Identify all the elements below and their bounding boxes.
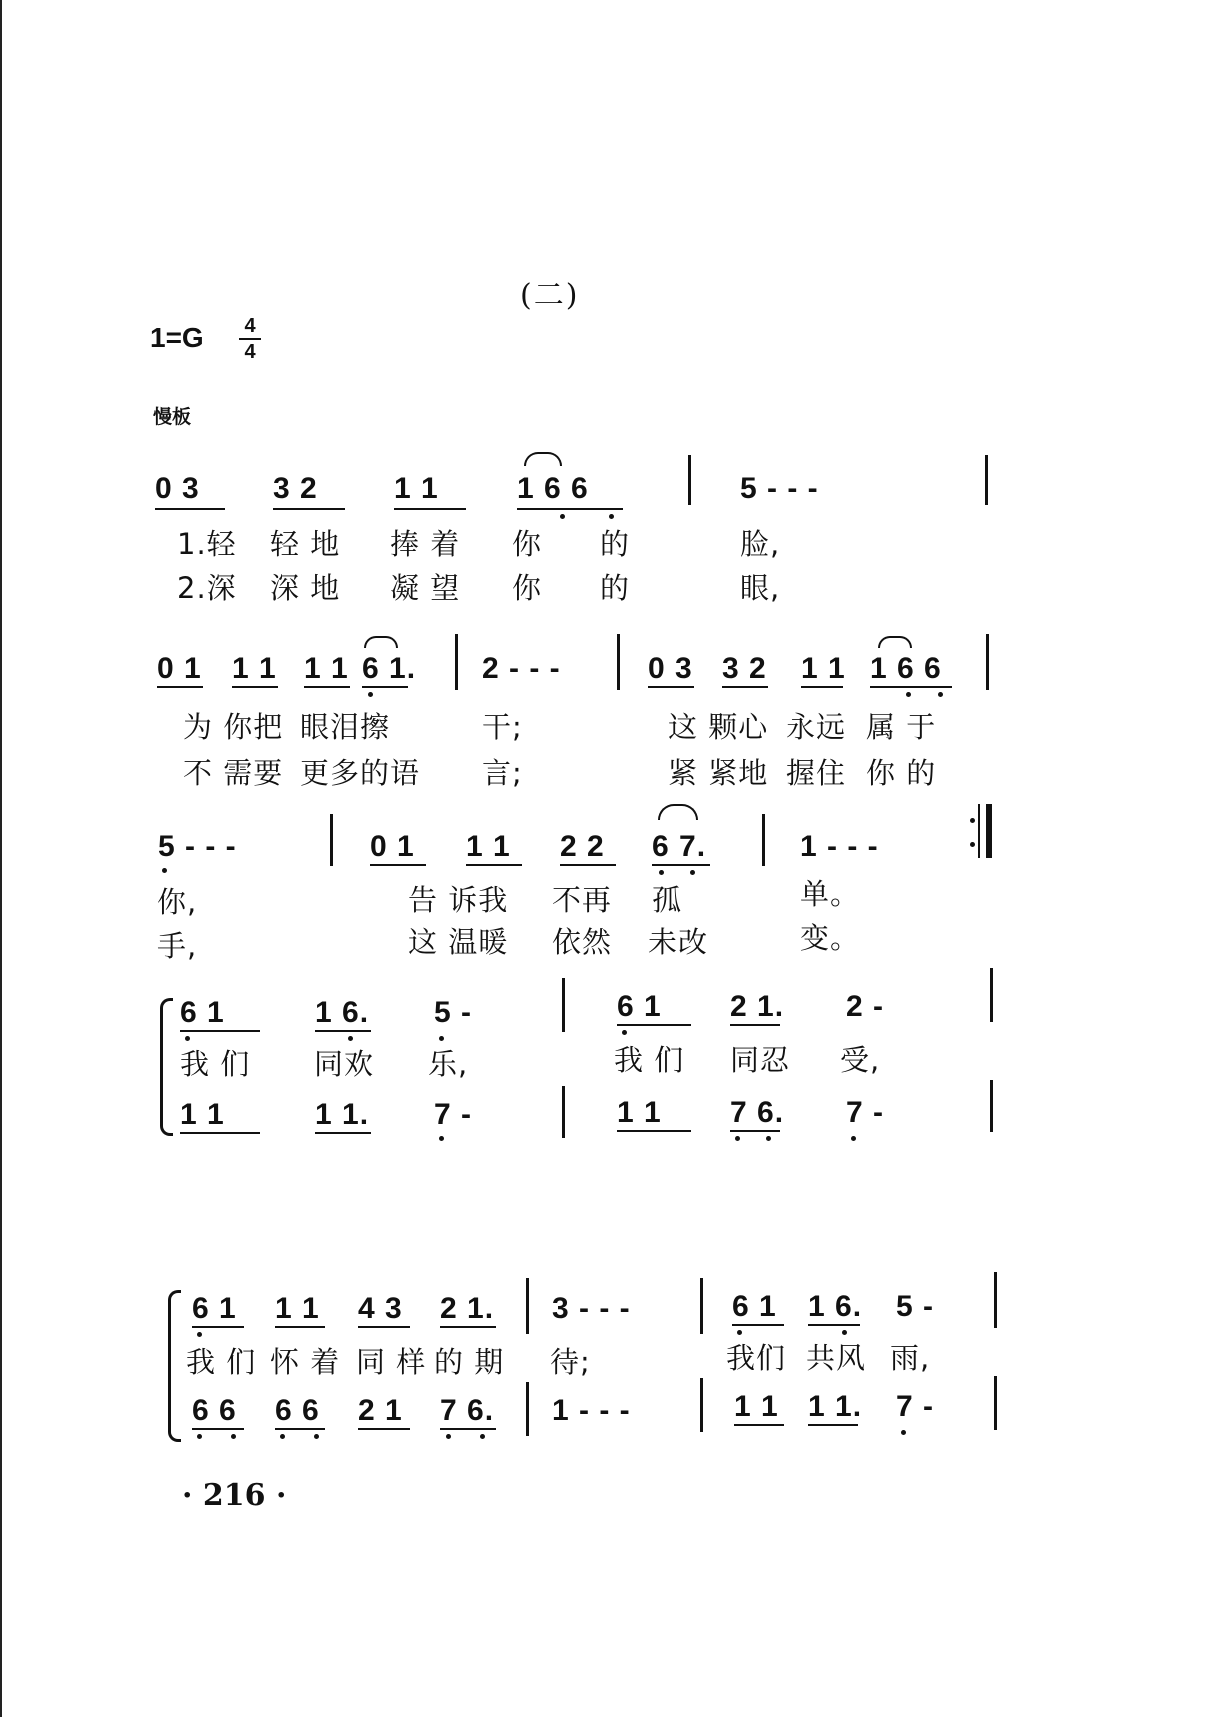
upper-note-group: 6 1 (617, 990, 662, 1023)
low-octave-dot (609, 514, 614, 519)
lower-note-group: 7 - (434, 1098, 473, 1131)
beam (370, 864, 426, 866)
lyric: 孤 (652, 883, 683, 917)
note-group: 3 2 (722, 652, 767, 685)
lyric: 未改 (648, 925, 709, 959)
note-group: 2 - - - (482, 652, 561, 685)
lyric: 同忍 (730, 1043, 791, 1077)
lyric: 凝 望 (390, 571, 461, 605)
lower-note-group: 7 - (846, 1096, 885, 1129)
upper-note-group: 1 6. (808, 1290, 863, 1323)
barline (986, 634, 989, 690)
beam (440, 1326, 496, 1328)
upper-note-group: 4 3 (358, 1292, 403, 1325)
beam (732, 1324, 784, 1326)
lower-note-group: 1 1. (315, 1098, 370, 1131)
lyric: 同 样 (356, 1345, 427, 1379)
lower-note-group: 6 6 (275, 1394, 320, 1427)
section-title: (二) (520, 278, 580, 313)
upper-note-group: 2 1. (440, 1292, 495, 1325)
note-group: 1 6 6 (870, 652, 942, 685)
tempo-marking: 慢板 (153, 406, 192, 428)
lower-note-group: 7 - (896, 1390, 935, 1423)
lower-note-group: 7 6. (440, 1394, 495, 1427)
barline (562, 1086, 565, 1138)
note-group: 0 3 (155, 472, 200, 505)
barline (985, 455, 988, 505)
beam (734, 1424, 784, 1426)
lyric: 2.深 (177, 571, 237, 605)
barline (994, 1376, 997, 1430)
lyric: 你 (512, 527, 543, 561)
lyric: 深 地 (270, 571, 341, 605)
note-group: 1 6 6 (517, 472, 589, 505)
low-octave-dot (766, 1136, 771, 1141)
lyric: 为 你把 (183, 710, 284, 744)
beam (358, 1428, 410, 1430)
low-octave-dot (197, 1332, 202, 1337)
lyric: 你, (157, 885, 198, 919)
beam (394, 508, 466, 510)
lyric: 的 期 (434, 1345, 505, 1379)
low-octave-dot (906, 692, 911, 697)
lyric: 你 (512, 571, 543, 605)
barline (526, 1278, 529, 1334)
note-group: 5 - - - (158, 830, 237, 863)
lower-note-group: 7 6. (730, 1096, 785, 1129)
lyric: 更多的语 (300, 756, 421, 790)
low-octave-dot (439, 1036, 444, 1041)
beam (180, 1132, 260, 1134)
barline (526, 1382, 529, 1436)
lyric: 雨, (890, 1341, 931, 1375)
lyric: 你 的 (866, 756, 937, 790)
lower-note-group: 1 1 (617, 1096, 662, 1129)
beam (808, 1424, 858, 1426)
lyric: 眼泪擦 (300, 710, 391, 744)
beam (801, 686, 843, 688)
low-octave-dot (480, 1434, 485, 1439)
beam (648, 686, 694, 688)
lyric: 眼, (740, 571, 781, 605)
upper-note-group: 6 1 (192, 1292, 237, 1325)
lyric: 永远 (786, 710, 847, 744)
page-edge (0, 0, 2, 1717)
lyric: 轻 地 (270, 527, 341, 561)
low-octave-dot (348, 1036, 353, 1041)
low-octave-dot (842, 1330, 847, 1335)
upper-note-group: 2 1. (730, 990, 785, 1023)
beam (730, 1130, 780, 1132)
lyric: 这 颗心 (668, 710, 769, 744)
lyric: 捧 着 (390, 527, 461, 561)
lyric: 干; (482, 710, 523, 744)
beam (192, 1428, 244, 1430)
barline (455, 634, 458, 690)
lower-note-group: 2 1 (358, 1394, 403, 1427)
low-octave-dot (659, 870, 664, 875)
lyric: 属 于 (866, 710, 937, 744)
beam (273, 508, 345, 510)
low-octave-dot (231, 1434, 236, 1439)
barline (330, 814, 333, 866)
low-octave-dot (197, 1434, 202, 1439)
lyric: 我 们 (180, 1047, 251, 1081)
lyric: 这 温暖 (408, 925, 509, 959)
beam (358, 1326, 410, 1328)
barline (617, 634, 620, 690)
lyric: 怀 着 (270, 1345, 341, 1379)
lyric: 不再 (552, 883, 613, 917)
note-group: 5 - - - (740, 472, 819, 505)
beam (870, 686, 952, 688)
time-signature-line (239, 338, 261, 340)
lyric: 的 (600, 527, 631, 561)
barline (562, 978, 565, 1032)
repeat-dot (970, 842, 975, 847)
lyric: 变。 (800, 921, 861, 955)
upper-note-group: 1 1 (275, 1292, 320, 1325)
low-octave-dot (446, 1434, 451, 1439)
beam (304, 686, 350, 688)
time-signature-bottom: 4 (244, 341, 256, 363)
beam (617, 1024, 691, 1026)
slur (658, 804, 698, 820)
note-group: 1 1 (394, 472, 439, 505)
lyric: 1.轻 (177, 527, 237, 561)
note-group: 1 1 (801, 652, 846, 685)
beam (180, 1030, 260, 1032)
beam (517, 508, 623, 510)
low-octave-dot (314, 1434, 319, 1439)
note-group: 1 1 (466, 830, 511, 863)
beam (192, 1326, 244, 1328)
low-octave-dot (560, 514, 565, 519)
lyric: 待; (550, 1345, 591, 1379)
lyric: 手, (157, 929, 198, 963)
beam (652, 864, 710, 866)
note-group: 6 7. (652, 830, 707, 863)
upper-note-group: 6 1 (180, 996, 225, 1029)
beam (275, 1326, 325, 1328)
lower-note-group: 6 6 (192, 1394, 237, 1427)
beam (730, 1024, 780, 1026)
barline (990, 1080, 993, 1132)
lower-note-group: 1 1. (808, 1390, 863, 1423)
low-octave-dot (901, 1430, 906, 1435)
barline (700, 1378, 703, 1432)
low-octave-dot (280, 1434, 285, 1439)
note-group: 1 1 (304, 652, 349, 685)
lower-note-group: 1 1 (180, 1098, 225, 1131)
lyric: 我 们 (614, 1043, 685, 1077)
low-octave-dot (735, 1136, 740, 1141)
note-group: 1 1 (232, 652, 277, 685)
beam (157, 686, 203, 688)
beam (617, 1130, 691, 1132)
barline (990, 968, 993, 1022)
note-group: 0 1 (157, 652, 202, 685)
note-group: 6 1. (362, 652, 417, 685)
lyric: 紧 紧地 (668, 756, 769, 790)
low-octave-dot (737, 1330, 742, 1335)
low-octave-dot (938, 692, 943, 697)
low-octave-dot (622, 1030, 627, 1035)
lyric: 受, (840, 1043, 881, 1077)
note-group: 0 3 (648, 652, 693, 685)
beam (315, 1030, 371, 1032)
beam (440, 1428, 496, 1430)
lyric: 我们 (726, 1341, 787, 1375)
beam (808, 1324, 860, 1326)
low-octave-dot (368, 692, 373, 697)
barline (762, 814, 765, 866)
lyric: 同欢 (314, 1047, 375, 1081)
low-octave-dot (439, 1136, 444, 1141)
lower-note-group: 1 - - - (552, 1394, 631, 1427)
upper-note-group: 3 - - - (552, 1292, 631, 1325)
beam (155, 508, 225, 510)
lyric: 脸, (740, 527, 781, 561)
lyric: 单。 (800, 877, 861, 911)
upper-note-group: 2 - (846, 990, 885, 1023)
low-octave-dot (851, 1136, 856, 1141)
upper-note-group: 1 6. (315, 996, 370, 1029)
beam (466, 864, 522, 866)
repeat-barline-thin (978, 804, 980, 858)
beam (315, 1132, 371, 1134)
beam (232, 686, 278, 688)
low-octave-dot (690, 870, 695, 875)
lyric: 我 们 (186, 1345, 257, 1379)
beam (722, 686, 768, 688)
slur (524, 452, 562, 466)
upper-note-group: 6 1 (732, 1290, 777, 1323)
page-number: · 216 · (182, 1478, 287, 1513)
note-group: 1 - - - (800, 830, 879, 863)
lyric: 依然 (552, 925, 613, 959)
barline (994, 1272, 997, 1328)
beam (362, 686, 408, 688)
slur (364, 636, 398, 648)
low-octave-dot (185, 1036, 190, 1041)
lyric: 告 诉我 (408, 883, 509, 917)
barline (688, 455, 691, 505)
repeat-dot (970, 818, 975, 823)
note-group: 3 2 (273, 472, 318, 505)
low-octave-dot (162, 868, 167, 873)
upper-note-group: 5 - (896, 1290, 935, 1323)
lyric: 的 (600, 571, 631, 605)
note-group: 2 2 (560, 830, 605, 863)
part-brace (160, 998, 173, 1136)
barline (700, 1278, 703, 1334)
lyric: 言; (482, 756, 523, 790)
lower-note-group: 1 1 (734, 1390, 779, 1423)
lyric: 乐, (428, 1047, 469, 1081)
lyric: 握住 (786, 756, 847, 790)
slur (878, 636, 912, 648)
note-group: 0 1 (370, 830, 415, 863)
beam (560, 864, 616, 866)
lyric: 共风 (806, 1341, 867, 1375)
lyric: 不 需要 (183, 756, 284, 790)
repeat-barline-thick (986, 804, 992, 858)
upper-note-group: 5 - (434, 996, 473, 1029)
part-brace (168, 1290, 181, 1442)
time-signature-top: 4 (244, 315, 256, 337)
beam (275, 1428, 325, 1430)
key-signature: 1=G (150, 322, 204, 353)
